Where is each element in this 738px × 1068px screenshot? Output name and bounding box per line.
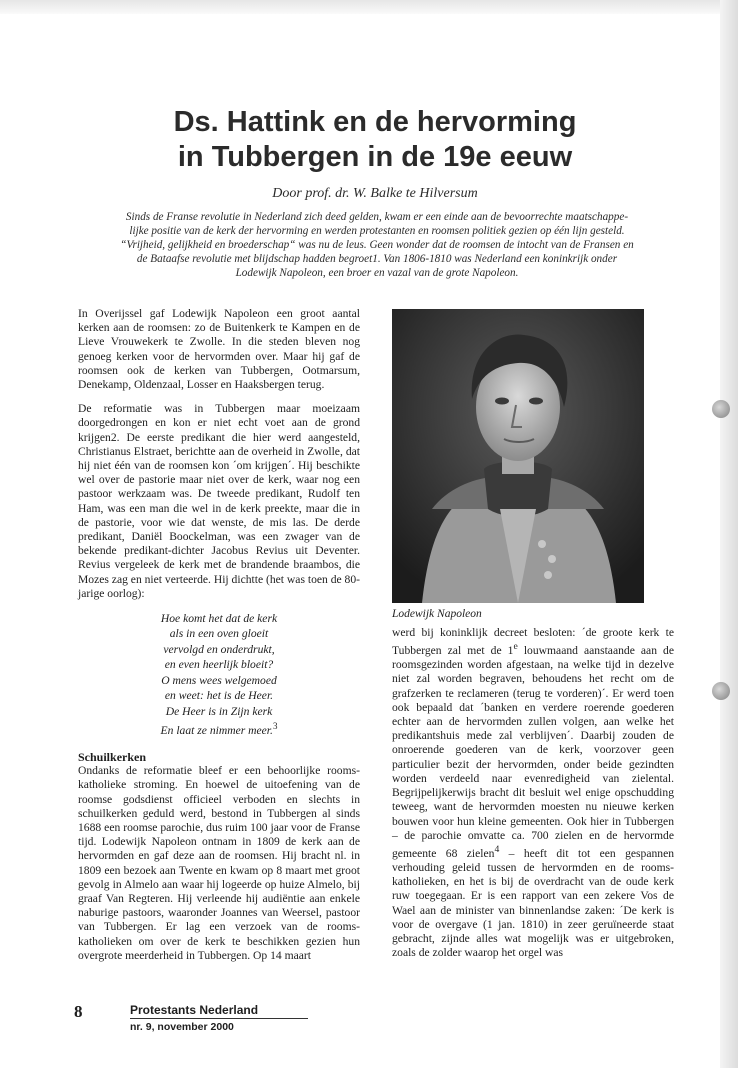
poem xyxy=(78,611,360,738)
right-column xyxy=(392,626,674,970)
intro-line: de Bataafse revolutie met blijdschap hadden begroet1. Van 1806-1810 was Nederland een koninkrijk onder xyxy=(136,253,618,265)
superscript: e xyxy=(513,641,518,653)
left-column xyxy=(78,307,360,973)
body-paragraph: De reformatie was in Tubbergen maar moeizaam doorgedrongen en kon er niet echt voet aan de grond krijgen2. De eerste predikant die hier werd aangesteld, Christianus Elstraet, berichtte aan de overheid in Zwolle, dat hij niet één van de roomsen kon ´om krijgen´. Hij beschikte wel over de pastorie maar niet over de kerk, waar nog een pastoor werkzaam was. De tweede predikant, Rudolf ten Ham, was een man die wel in de kerk preekte, maar die in de pastorie, voor wie dat wenste, de mis las. De derde predikant, Daniël Boockelman, was een zwager van de bekende predikant-dichter Jacobus Revius uit Deventer. Revius vergeleek de kerk met de brandende braambos, die Mozes zag en niet verteerde. Hij dichtte (het was toen de 80-jarige oorlog): xyxy=(78,402,361,600)
text-run: louwmaand aanstaande aan de roomsgezinden worden afgestaan, na welke tijd in dezelve niet zal worden begraven, behoudens het recht om de grafzerken te reclameren (terug te vorderen)´. Er werd toen ook bepaald dat ´banken en verdere roerende goederen echter aan de hervormden zullen volgen, aan welke het predikantshuis mede zal verblijven´. Daarbij zouden de onroerende goederen van de kerk, voorzover geen particulier bezit der hervormden, onder beide gezindten worden verdeeld naar evenredigheid van zielental. Begrijpelijkerwijs bracht dit besluit wel enige opschudding teweeg, want de hervormden moesten nu nieuwe kerken bouwen voor hun kleine gemeenten. Ook hier in Tubbergen – de parochie omvatte ca. 700 zielen en de hervormde gemeente 68 zielen xyxy=(392,644,674,860)
intro-line: Lodewijk Napoleon, een broer en vazal van de grote Napoleon. xyxy=(235,267,519,279)
poem-line: als in een oven gloeit xyxy=(169,627,269,641)
article-title xyxy=(60,105,690,175)
article-title-line-1: Ds. Hattink en de hervorming xyxy=(173,106,577,139)
issue-info: nr. 9, november 2000 xyxy=(130,1021,234,1033)
poem-line: en even heerlijk bloeit? xyxy=(164,658,274,672)
punch-hole-upper xyxy=(712,400,730,418)
text-run: – heeft dit tot een gespannen verhouding geleid tussen de hervormden en de rooms-katholieken, en het is bij de overdracht van de oude kerk ruw toegegaan. Er is een rapport van een zekere Vos de Wael aan de minister van binnenlandse zaken: ´De kerk is voor de overgave (1 jan. 1810) in zeer geruïneerde staat gebracht, zijnde alles wat mogelijk was er uitgebroken, zoals de zolder waarop het orgel was xyxy=(392,846,675,960)
poem-line: De Heer is in Zijn kerk xyxy=(165,704,273,718)
portrait-image xyxy=(392,309,644,603)
intro-line: “Vrijheid, gelijkheid en broederschap“ was nu de leus. Geen wonder dat de roomsen de intocht van de Fransen en xyxy=(120,239,634,251)
page-number: 8 xyxy=(74,1002,83,1021)
poem-line-text: En laat ze nimmer meer. xyxy=(160,723,273,737)
portrait-illustration xyxy=(392,309,644,603)
section-heading: Schuilkerken xyxy=(78,750,147,765)
article-intro xyxy=(82,210,672,280)
punch-hole-lower xyxy=(712,682,730,700)
article-byline: Door prof. dr. W. Balke te Hilversum xyxy=(272,186,478,201)
magazine-name: Protestants Nederland xyxy=(130,1003,259,1017)
intro-line: lijke positie van de kerk der hervorming en werden protestanten en roomsen politiek gezien op één lijn gesteld. xyxy=(129,225,625,237)
intro-line: Sinds de Franse revolutie in Nederland zich deed gelden, kwam er een einde aan de bevoorrechte maatschappe- xyxy=(125,211,629,223)
page-edge-right xyxy=(720,0,738,1068)
page-edge-top xyxy=(0,0,738,14)
body-paragraph xyxy=(392,626,674,960)
poem-line: en weet: het is de Heer. xyxy=(164,689,274,703)
body-paragraph: In Overijssel gaf Lodewijk Napoleon een groot aantal kerken aan de roomsen: zo de Buitenkerk te Kampen en de Lieve Vrouwekerk te Zwolle. In die steden bleven nog genoeg kerken voor de hervormden over. Maar hij gaf de roomsen ook de kerken van Tubbergen, Ootmarsum, Denekamp, Oldenzaal, Losser en Haaksbergen terug. xyxy=(78,307,360,392)
text-run: werd bij koninklijk decreet besloten: ´de groote kerk te Tubbergen zal met de 1 xyxy=(392,626,674,658)
poem-line: O mens wees welgemoed xyxy=(161,673,277,687)
footnote-marker: 3 xyxy=(272,720,278,731)
footnote-marker: 4 xyxy=(494,843,500,855)
poem-line: vervolgd en onderdrukt, xyxy=(163,642,275,656)
article-title-line-2: in Tubbergen in de 19e eeuw xyxy=(177,141,573,174)
poem-line-last xyxy=(78,719,360,738)
footer-rule xyxy=(130,1018,308,1019)
body-paragraph: Ondanks de reformatie bleef er een behoorlijke rooms-katholieke stroming. En hoewel de uitoefening van de roomse godsdienst officieel verboden en slechts in schuilkerken geduld werd, bestond in Tubbergen al sinds 1688 een roomse parochie, dus ruim 100 jaar voor de Franse tijd. Lodewijk Napoleon ontnam in 1809 de kerk aan de hervormden en gaf deze aan de roomsen. Hij bracht nl. in 1809 een bezoek aan Twente en kwam op 8 maart met groot gevolg in Almelo aan waar hij logeerde op huize Almelo, bij graaf Van Regteren. Hij verleende hij audiëntie aan enkele naburige pastoors, waaronder Joannes van Weersel, pastoor van Tubbergen. Er lag een verzoek van de rooms-katholieken om over de kerk te beschikken gezien hun overgrote meerderheid in Tubbergen. Op 14 maart xyxy=(78,764,360,962)
poem-line: Hoe komt het dat de kerk xyxy=(160,612,278,626)
portrait-caption: Lodewijk Napoleon xyxy=(392,608,482,620)
